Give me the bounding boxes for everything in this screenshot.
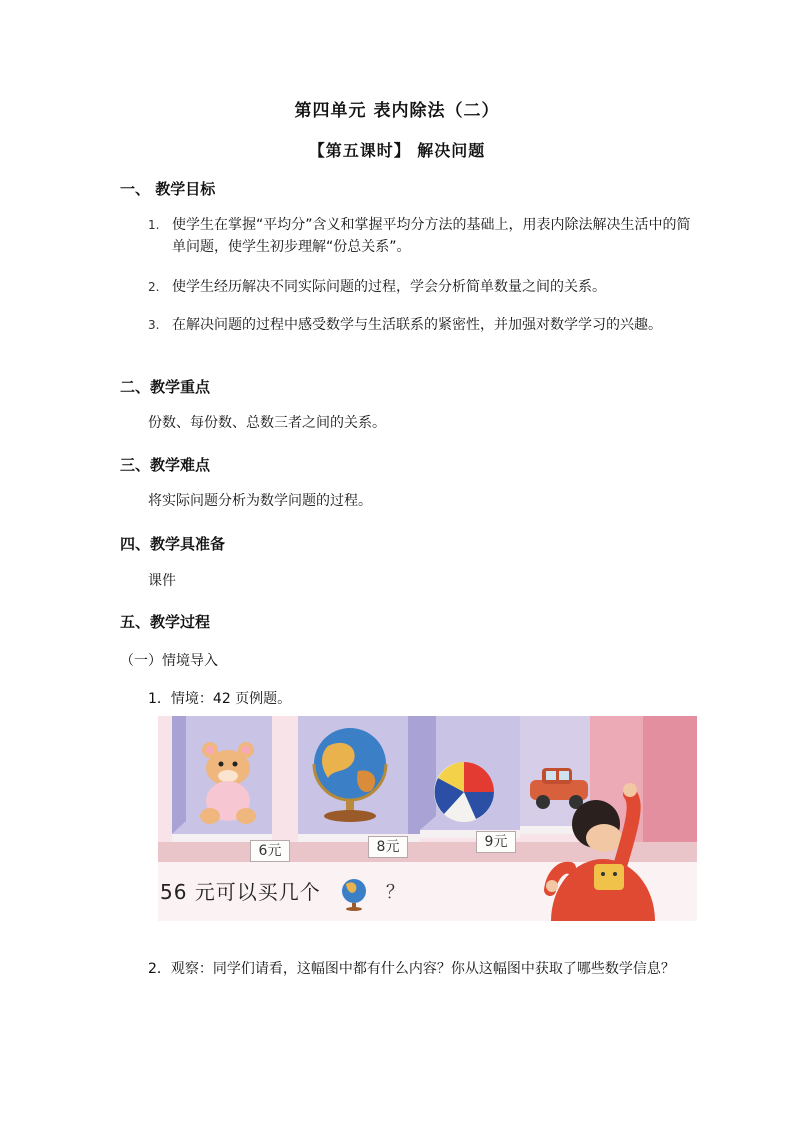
section-heading-process: 五、教学过程 [120,613,211,631]
goal-text: 使学生经历解决不同实际问题的过程，学会分析简单数量之间的关系。 [172,279,606,295]
goal-number: 2. [148,280,160,294]
price-tag-3: 9元 [476,831,516,853]
price-tag-1: 6元 [250,840,290,862]
question-mark: ？ [386,882,404,903]
section-heading-key-point: 二、教学重点 [120,378,211,396]
key-point-text: 份数、每份数、总数三者之间的关系。 [148,415,386,431]
unit-title: 第四单元 表内除法（二） [294,101,500,121]
beach-ball-toy [434,762,494,822]
example-illustration [158,716,697,921]
question-text: 56 元可以买几个 [160,880,321,904]
goal-item-2 [148,276,688,300]
difficulty-text: 将实际问题分析为数学问题的过程。 [148,493,372,509]
lesson-title: 【第五课时】 解决问题 [308,141,486,160]
section-heading-difficulty: 三、教学难点 [120,456,211,474]
process-step-1: 1．情境：42 页例题。 [148,691,292,707]
tools-text: 课件 [148,573,176,589]
goal-item-1 [148,214,691,260]
goal-number: 1. [148,218,160,232]
section-heading-tools: 四、教学具准备 [120,535,226,553]
price-tag-2: 8元 [368,836,408,858]
goal-item-3 [148,314,688,360]
goal-number: 3. [148,318,160,332]
section-heading-goals: 一、 教学目标 [120,180,216,198]
process-step-2: 2．观察：同学们请看，这幅图中都有什么内容？你从这幅图中获取了哪些数学信息？ [148,961,675,977]
goal-text: 使学生在掌握“平均分”含义和掌握平均分方法的基础上，用表内除法解决生活中的简单问题，使学生初步理解“份总关系”。 [172,217,691,255]
goal-text: 在解决问题的过程中感受数学与生活联系的紧密性，并加强对数学学习的兴趣。 [172,317,662,333]
process-subheading: （一）情境导入 [120,653,218,669]
